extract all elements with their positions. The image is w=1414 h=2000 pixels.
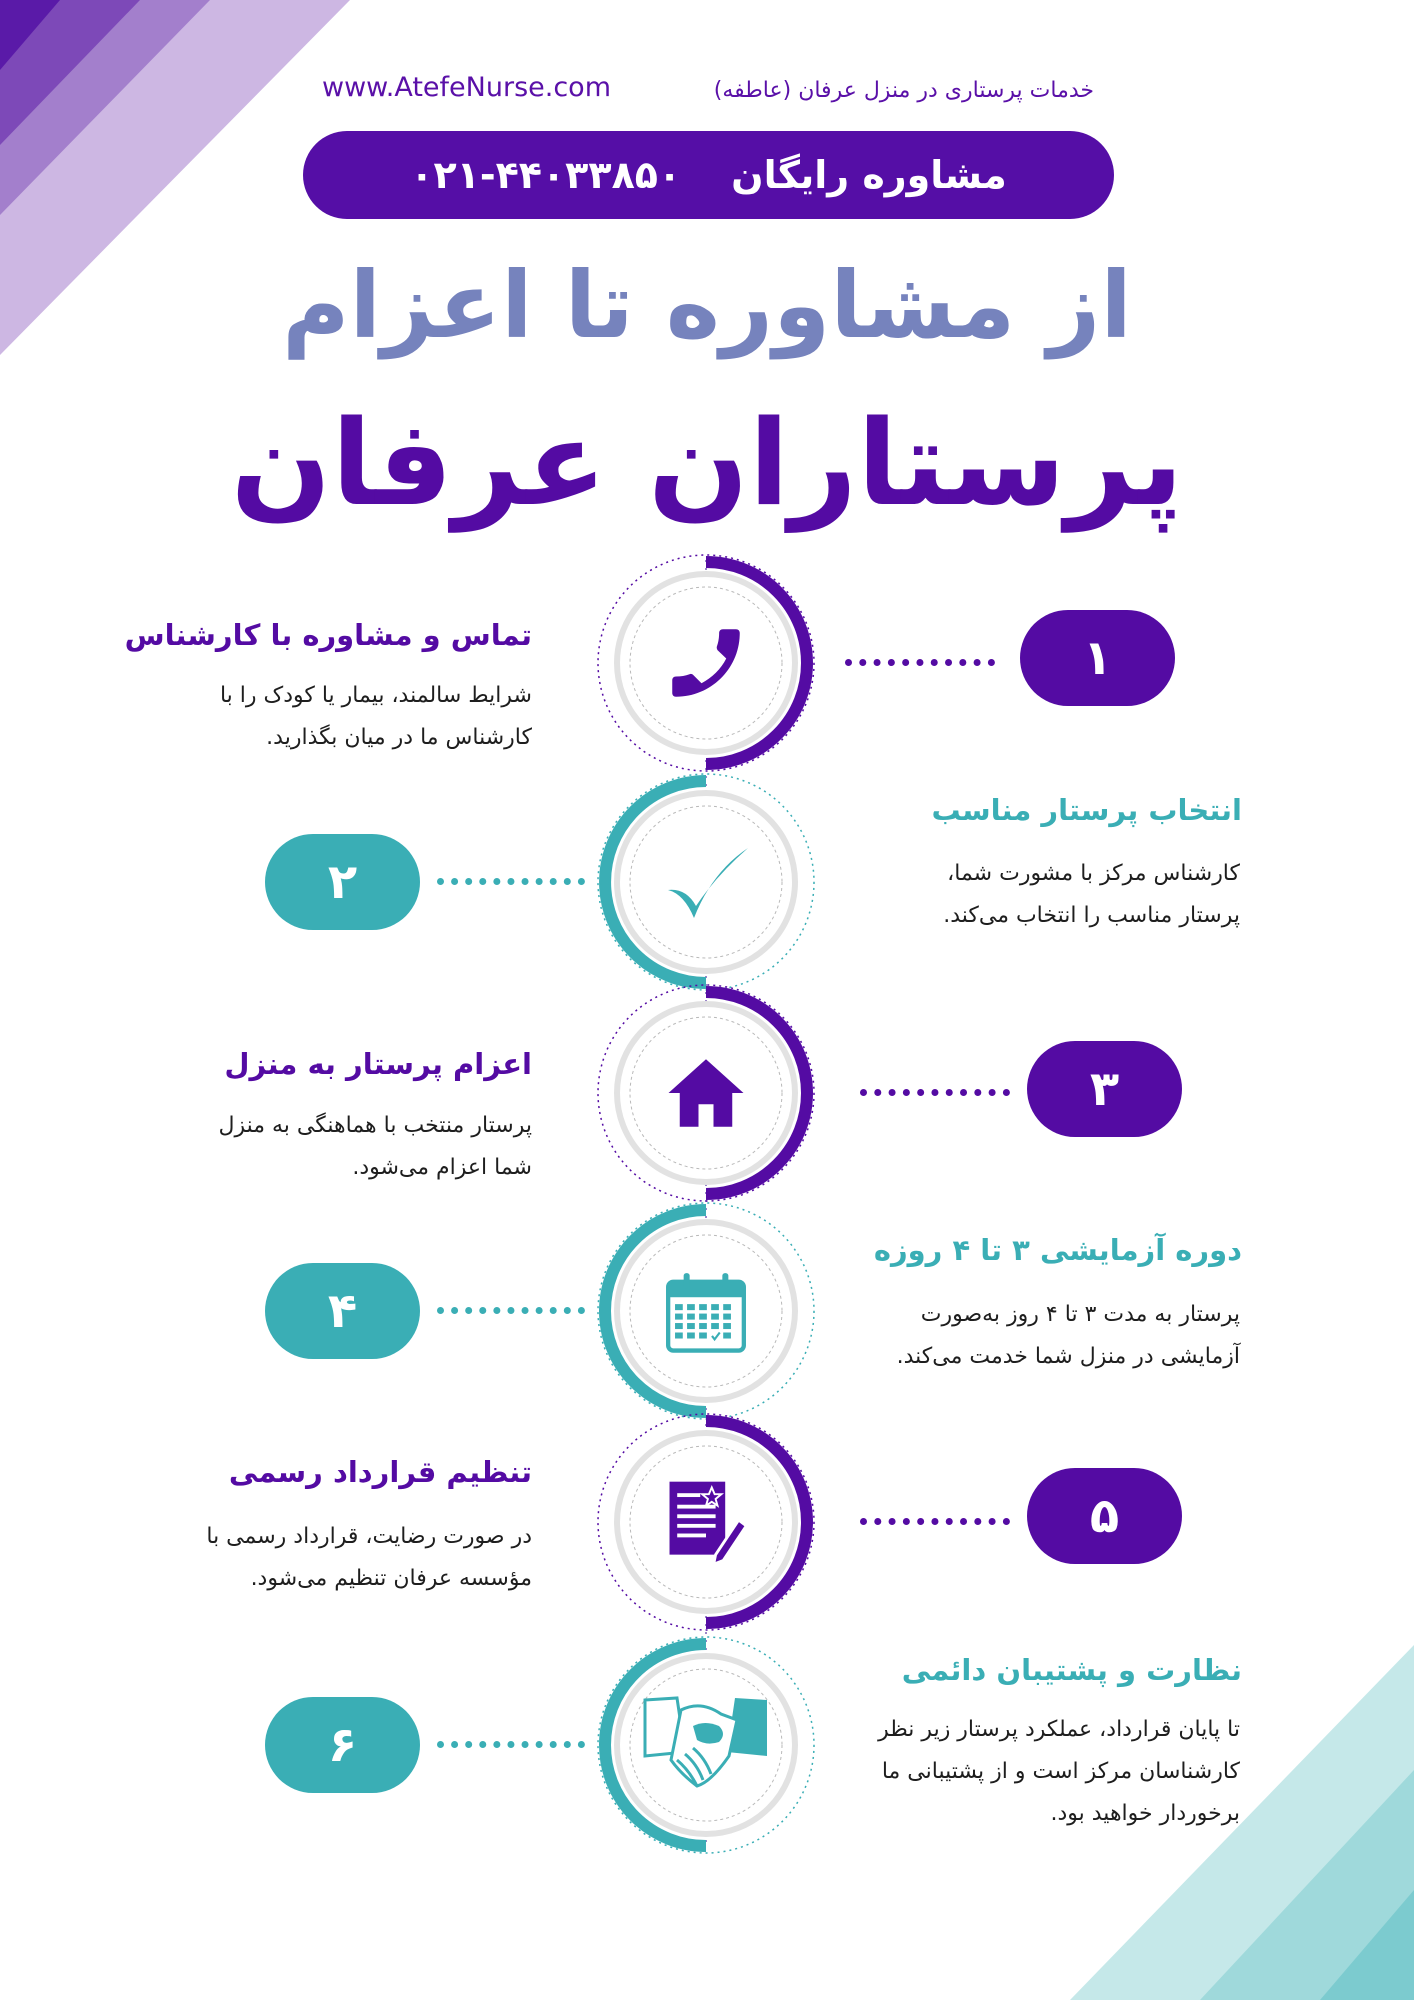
step-description: پرستار به مدت ۳ تا ۴ روز به‌صورت آزمایشی در منزل شما خدمت می‌کند. — [896, 1302, 1240, 1369]
free-consultation-label: مشاوره رایگان — [731, 153, 1007, 197]
step-description: شرایط سالمند، بیمار یا کودک را با کارشناس ما در میان بگذارید. — [219, 683, 532, 750]
step-number-badge: ۳ — [1027, 1041, 1182, 1137]
website-url[interactable]: www.AtefeNurse.com — [322, 72, 611, 103]
step-description: تا پایان قرارداد، عملکرد پرستار زیر نظر کارشناسان مرکز است و از پشتیبانی ما برخوردار خواهید بود. — [878, 1717, 1240, 1826]
dotted-connector — [437, 1741, 585, 1748]
step-number-badge: ۶ — [265, 1697, 420, 1793]
dotted-connector — [860, 1089, 1010, 1096]
checkmark-icon — [624, 800, 788, 964]
step-description: پرستار منتخب با هماهنگی به منزل شما اعزام می‌شود. — [218, 1113, 532, 1180]
step-title: تنظیم قرارداد رسمی — [228, 1455, 532, 1489]
step-number-badge: ۱ — [1020, 610, 1175, 706]
tagline: خدمات پرستاری در منزل عرفان (عاطفه) — [713, 78, 1094, 103]
contract-icon — [624, 1440, 788, 1604]
handshake-icon — [624, 1663, 788, 1827]
phone-icon — [624, 581, 788, 745]
dotted-connector — [437, 1307, 585, 1314]
step-description: کارشناس مرکز با مشورت شما، پرستار مناسب را انتخاب می‌کند. — [943, 861, 1240, 928]
dotted-connector — [437, 878, 585, 885]
step-title: انتخاب پرستار مناسب — [931, 793, 1242, 827]
step-description: در صورت رضایت، قرارداد رسمی با مؤسسه عرفان تنظیم می‌شود. — [206, 1524, 532, 1591]
step-title: اعزام پرستار به منزل — [224, 1047, 532, 1081]
home-icon — [624, 1011, 788, 1175]
step-number-badge: ۵ — [1027, 1468, 1182, 1564]
step-title: دوره آزمایشی ۳ تا ۴ روزه — [873, 1233, 1242, 1267]
free-consultation-banner[interactable] — [303, 131, 1114, 219]
dotted-connector — [845, 659, 995, 666]
step-number-badge: ۲ — [265, 834, 420, 930]
headline-line2: پرستاران عرفان — [230, 394, 1184, 532]
headline-line1: از مشاوره تا اعزام — [282, 252, 1132, 359]
step-title: تماس و مشاوره با کارشناس — [124, 618, 532, 652]
phone-number[interactable]: ۰۲۱-۴۴۰۳۳۸۵۰ — [410, 153, 682, 197]
dotted-connector — [860, 1518, 1010, 1525]
calendar-icon — [624, 1229, 788, 1393]
step-number-badge: ۴ — [265, 1263, 420, 1359]
step-title: نظارت و پشتیبان دائمی — [901, 1653, 1242, 1687]
